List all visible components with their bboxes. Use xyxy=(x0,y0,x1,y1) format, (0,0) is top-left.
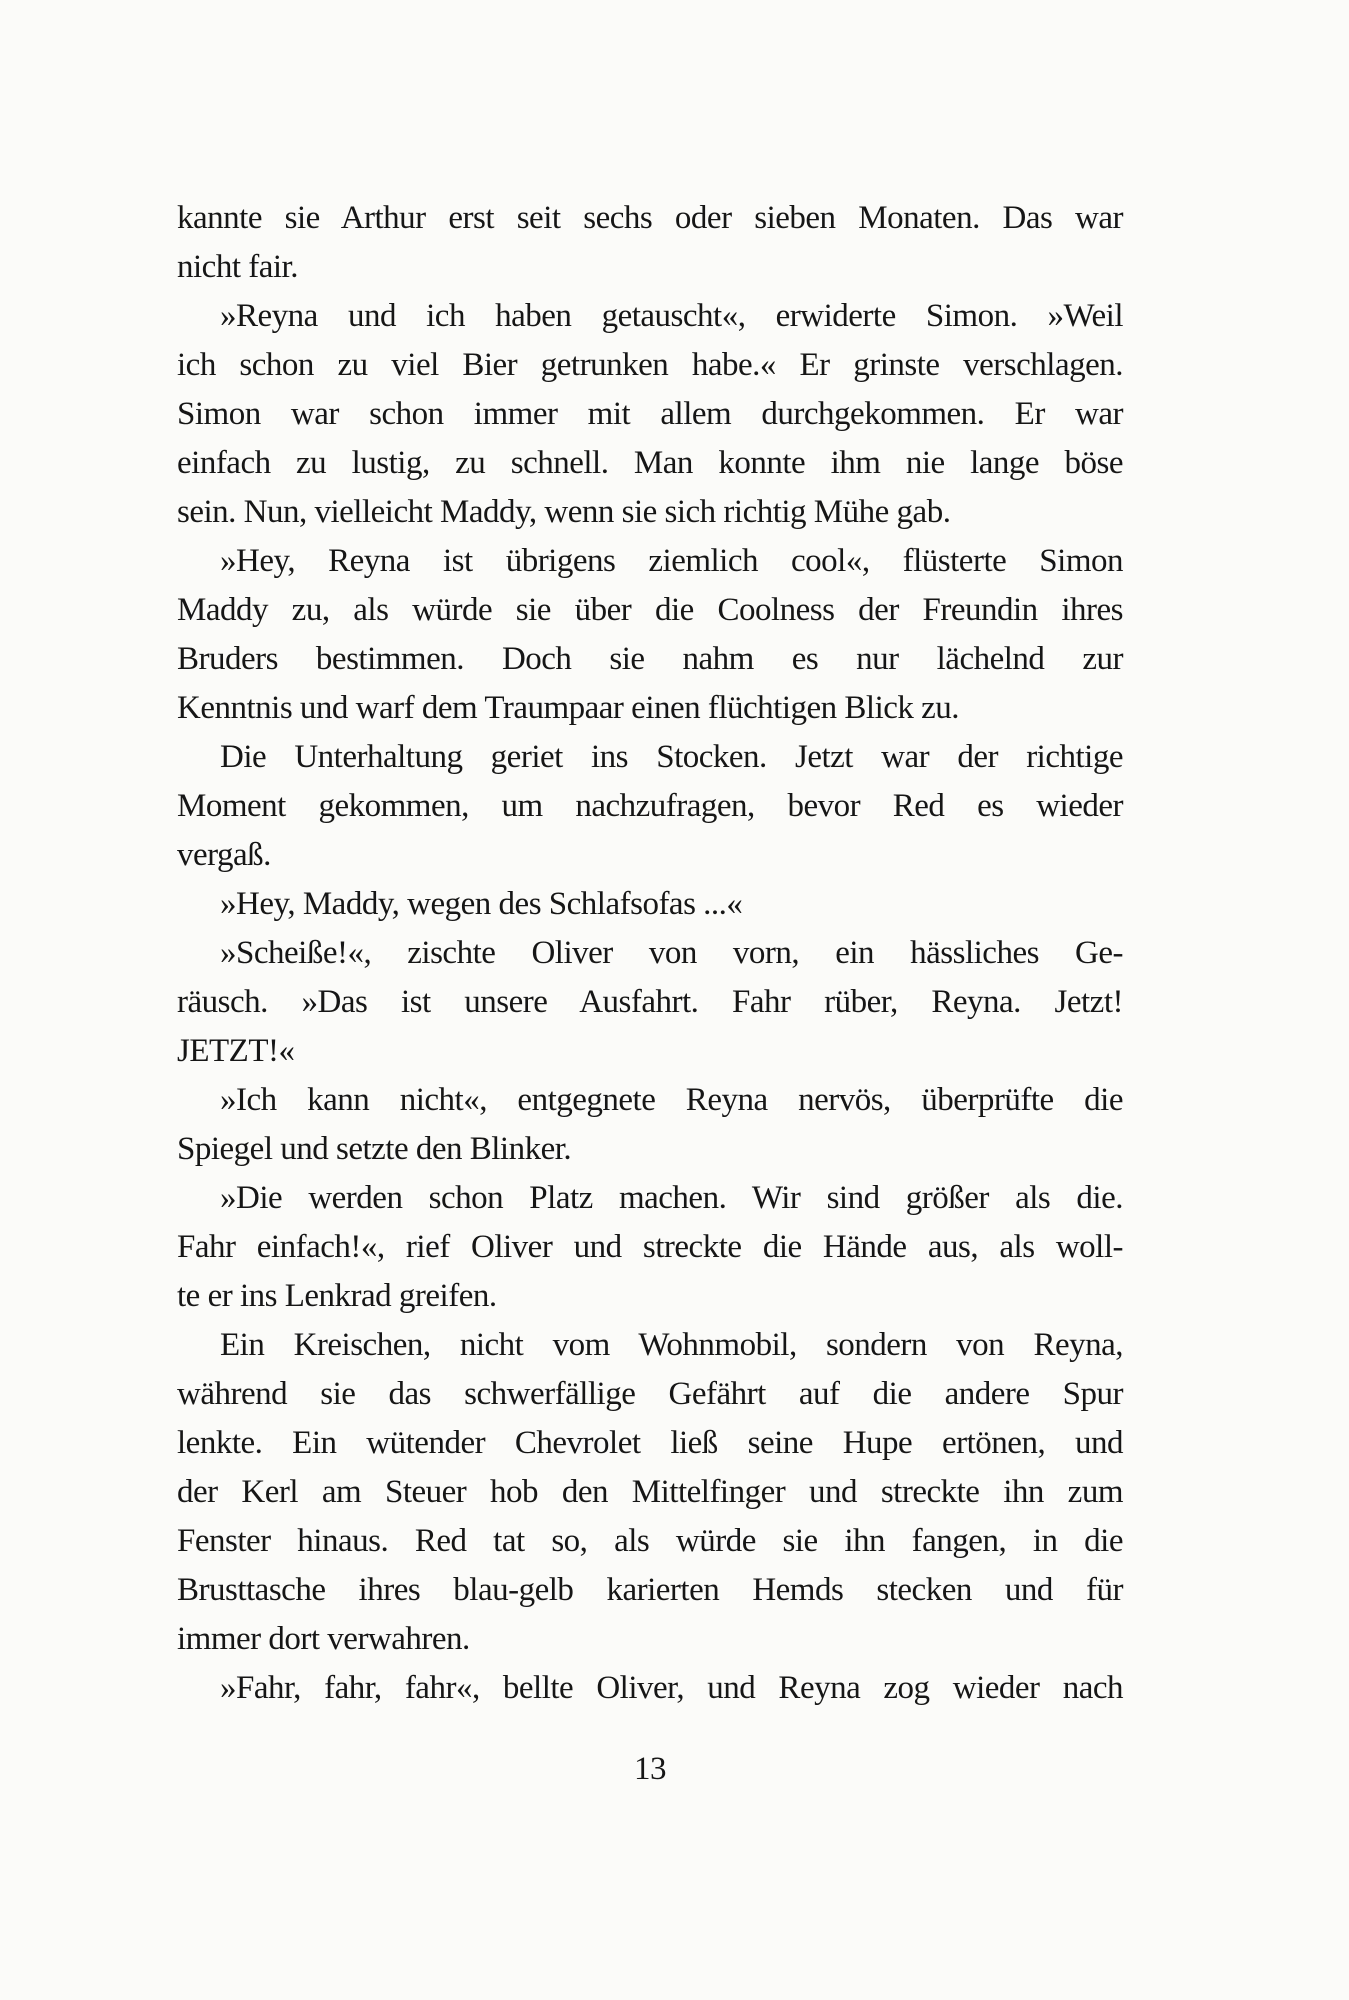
text-line: Moment gekommen, um nachzufragen, bevor Red es wieder xyxy=(177,788,1123,824)
text-line: ich schon zu viel Bier getrunken habe.« Er grinste verschlagen. xyxy=(177,347,1123,383)
text-line: einfach zu lustig, zu schnell. Man konnte ihm nie lange böse xyxy=(177,445,1123,481)
text-line: »Reyna und ich haben getauscht«, erwiderte Simon. »Weil xyxy=(220,298,1123,334)
text-line: Simon war schon immer mit allem durchgekommen. Er war xyxy=(177,396,1123,432)
text-line: räusch. »Das ist unsere Ausfahrt. Fahr rüber, Reyna. Jetzt! xyxy=(177,984,1123,1020)
text-line: »Hey, Maddy, wegen des Schlafsofas ...« xyxy=(220,886,743,922)
text-line: Brusttasche ihres blau-gelb karierten Hemds stecken und für xyxy=(177,1572,1123,1608)
text-line: Fahr einfach!«, rief Oliver und streckte die Hände aus, als woll- xyxy=(177,1229,1123,1265)
text-line: »Die werden schon Platz machen. Wir sind größer als die. xyxy=(220,1180,1123,1216)
text-line: sein. Nun, vielleicht Maddy, wenn sie sich richtig Mühe gab. xyxy=(177,494,951,530)
text-line: »Ich kann nicht«, entgegnete Reyna nervös, überprüfte die xyxy=(220,1082,1123,1118)
text-line: Ein Kreischen, nicht vom Wohnmobil, sondern von Reyna, xyxy=(220,1327,1123,1363)
text-line: »Hey, Reyna ist übrigens ziemlich cool«, flüsterte Simon xyxy=(220,543,1123,579)
text-line: Maddy zu, als würde sie über die Coolness der Freundin ihres xyxy=(177,592,1123,628)
text-line: Bruders bestimmen. Doch sie nahm es nur lächelnd zur xyxy=(177,641,1123,677)
text-line: »Fahr, fahr, fahr«, bellte Oliver, und Reyna zog wieder nach xyxy=(220,1670,1123,1706)
text-line: te er ins Lenkrad greifen. xyxy=(177,1278,497,1314)
text-line: immer dort verwahren. xyxy=(177,1621,470,1657)
text-line: lenkte. Ein wütender Chevrolet ließ seine Hupe ertönen, und xyxy=(177,1425,1123,1461)
text-line: Die Unterhaltung geriet ins Stocken. Jetzt war der richtige xyxy=(220,739,1123,775)
text-line: vergaß. xyxy=(177,837,271,873)
text-line: JETZT!« xyxy=(177,1033,295,1069)
text-line: kannte sie Arthur erst seit sechs oder sieben Monaten. Das war xyxy=(177,200,1123,236)
text-line: Fenster hinaus. Red tat so, als würde sie ihn fangen, in die xyxy=(177,1523,1123,1559)
text-line: »Scheiße!«, zischte Oliver von vorn, ein hässliches Ge- xyxy=(220,935,1123,971)
text-block xyxy=(177,194,1123,1713)
text-line: Spiegel und setzte den Blinker. xyxy=(177,1131,572,1167)
page-number: 13 xyxy=(634,1751,666,1787)
text-line: während sie das schwerfällige Gefährt auf die andere Spur xyxy=(177,1376,1123,1412)
text-line: der Kerl am Steuer hob den Mittelfinger und streckte ihn zum xyxy=(177,1474,1123,1510)
text-line: Kenntnis und warf dem Traumpaar einen flüchtigen Blick zu. xyxy=(177,690,960,726)
text-line: nicht fair. xyxy=(177,249,298,285)
